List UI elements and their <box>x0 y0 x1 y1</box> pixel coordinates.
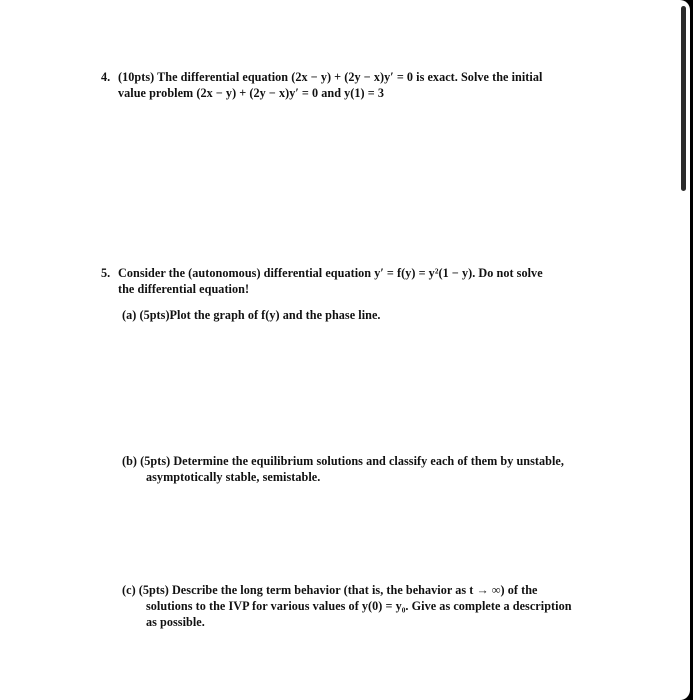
scrollbar-thumb[interactable] <box>681 6 686 191</box>
problem-5-text-line-1: Consider the (autonomous) differential equation y′ = f(y) = y²(1 − y). Do not solve <box>118 266 543 280</box>
problem-5-number: 5. <box>101 266 111 280</box>
part-c-text-line-2: solutions to the IVP for various values of y(0) = y₀. Give as complete a description <box>146 599 572 613</box>
part-c-text-line-3: as possible. <box>146 615 205 629</box>
part-a-text: (a) (5pts)Plot the graph of f(y) and the phase line. <box>122 308 381 322</box>
problem-4-text-line-2: value problem (2x − y) + (2y − x)y′ = 0 and y(1) = 3 <box>118 86 384 100</box>
part-c-text-line-1: (c) (5pts) Describe the long term behavior (that is, the behavior as t → ∞) of the <box>122 583 538 597</box>
problem-4-text-line-1: (10pts) The differential equation (2x − y) + (2y − x)y′ = 0 is exact. Solve the initial <box>118 70 543 84</box>
part-b-text-line-2: asymptotically stable, semistable. <box>146 470 321 484</box>
part-b-text-line-1: (b) (5pts) Determine the equilibrium solutions and classify each of them by unstable, <box>122 454 564 468</box>
problem-4-number: 4. <box>101 70 111 84</box>
problem-5-text-line-2: the differential equation! <box>118 282 250 296</box>
